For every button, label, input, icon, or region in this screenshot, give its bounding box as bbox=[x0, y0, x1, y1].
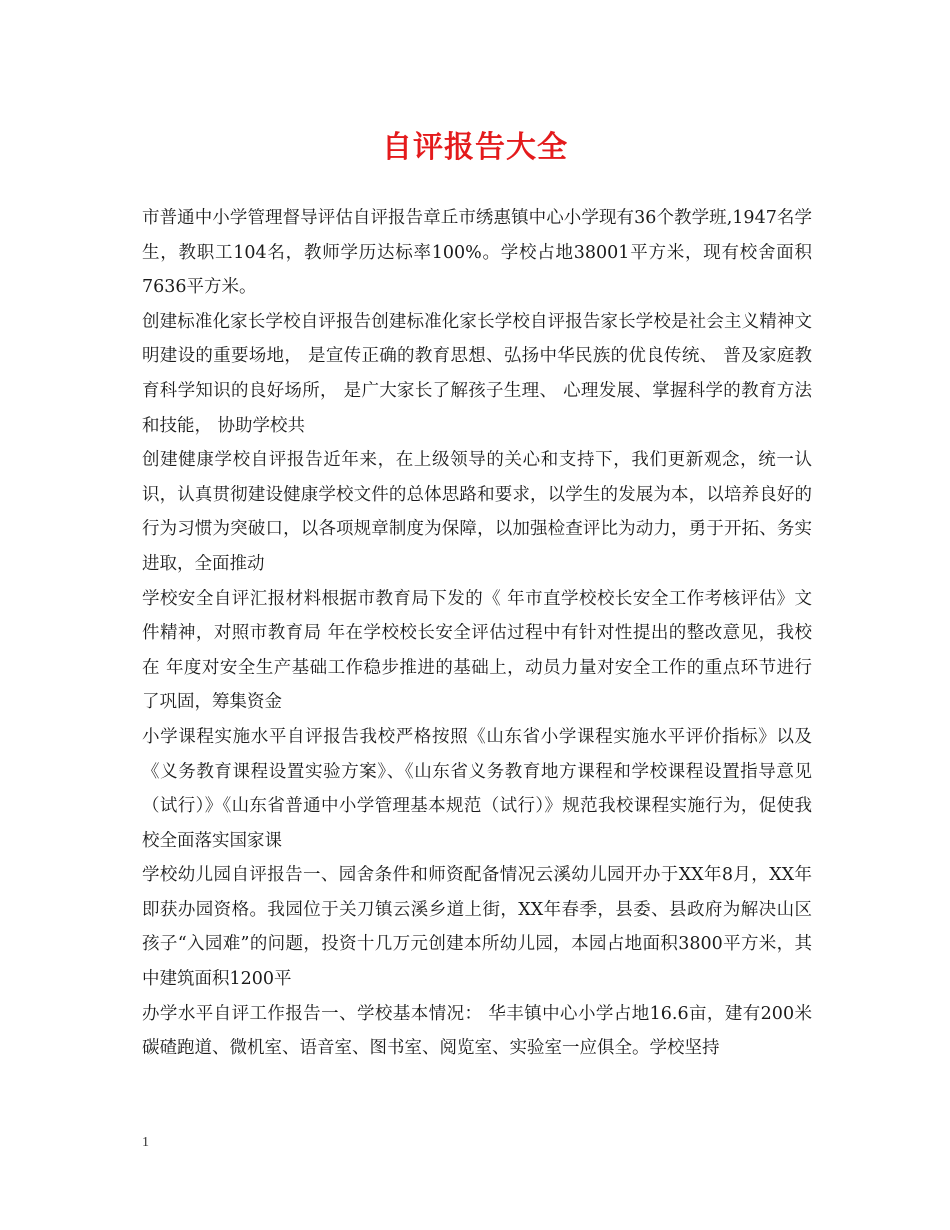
paragraph: 学校幼儿园自评报告一、园舍条件和师资配备情况云溪幼儿园开办于XX年8月，XX年即获办园资格。我园位于关刀镇云溪乡道上街，XX年春季，县委、县政府为解决山区孩子“入园难”的问题，投资十几万元创建本所幼儿园，本园占地面积3800平方米，其中建筑面积1200平 bbox=[142, 865, 812, 990]
page-number: 1 bbox=[142, 1135, 149, 1150]
paragraph: 创建健康学校自评报告近年来，在上级领导的关心和支持下，我们更新观念，统一认识，认真贯彻建设健康学校文件的总体思路和要求，以学生的发展为本，以培养良好的行为习惯为突破口，以各项规章制度为保障，以加强检查评比为动力，勇于开拓、务实进取，全面推动 bbox=[142, 450, 812, 574]
document-title: 自评报告大全 bbox=[382, 130, 568, 165]
paragraph: 市普通中小学管理督导评估自评报告章丘市绣惠镇中心小学现有36个教学班,1947名学生，教职工104名，教师学历达标率100%。学校占地38001平方米，现有校舍面积7636平方米。 bbox=[142, 208, 812, 298]
paragraph: 创建标准化家长学校自评报告创建标准化家长学校自评报告家长学校是社会主义精神文明建设的重要场地， 是宣传正确的教育思想、弘扬中华民族的优良传统、 普及家庭教育科学知识的良好场所， 是广大家长了解孩子生理、 心理发展、掌握科学的教育方法和技能， 协助学校共 bbox=[142, 311, 812, 436]
paragraph: 小学课程实施水平自评报告我校严格按照《山东省小学课程实施水平评价指标》以及《义务教育课程设置实验方案》、《山东省义务教育地方课程和学校课程设置指导意见（试行）》《山东省普通中小学管理基本规范（试行）》规范我校课程实施行为，促使我校全面落实国家课 bbox=[142, 726, 812, 851]
paragraph: 办学水平自评工作报告一、学校基本情况： 华丰镇中心小学占地16.6亩，建有200米碳碴跑道、微机室、语音室、图书室、阅览室、实验室一应俱全。学校坚持 bbox=[142, 1003, 812, 1059]
paragraph: 学校安全自评汇报材料根据市教育局下发的《 年市直学校校长安全工作考核评估》文件精神，对照市教育局 年在学校校长安全评估过程中有针对性提出的整改意见，我校在 年度对安全生产基础工作稳步推进的基础上，动员力量对安全工作的重点环节进行了巩固，筹集资金 bbox=[142, 588, 812, 713]
document-body bbox=[142, 201, 812, 1066]
